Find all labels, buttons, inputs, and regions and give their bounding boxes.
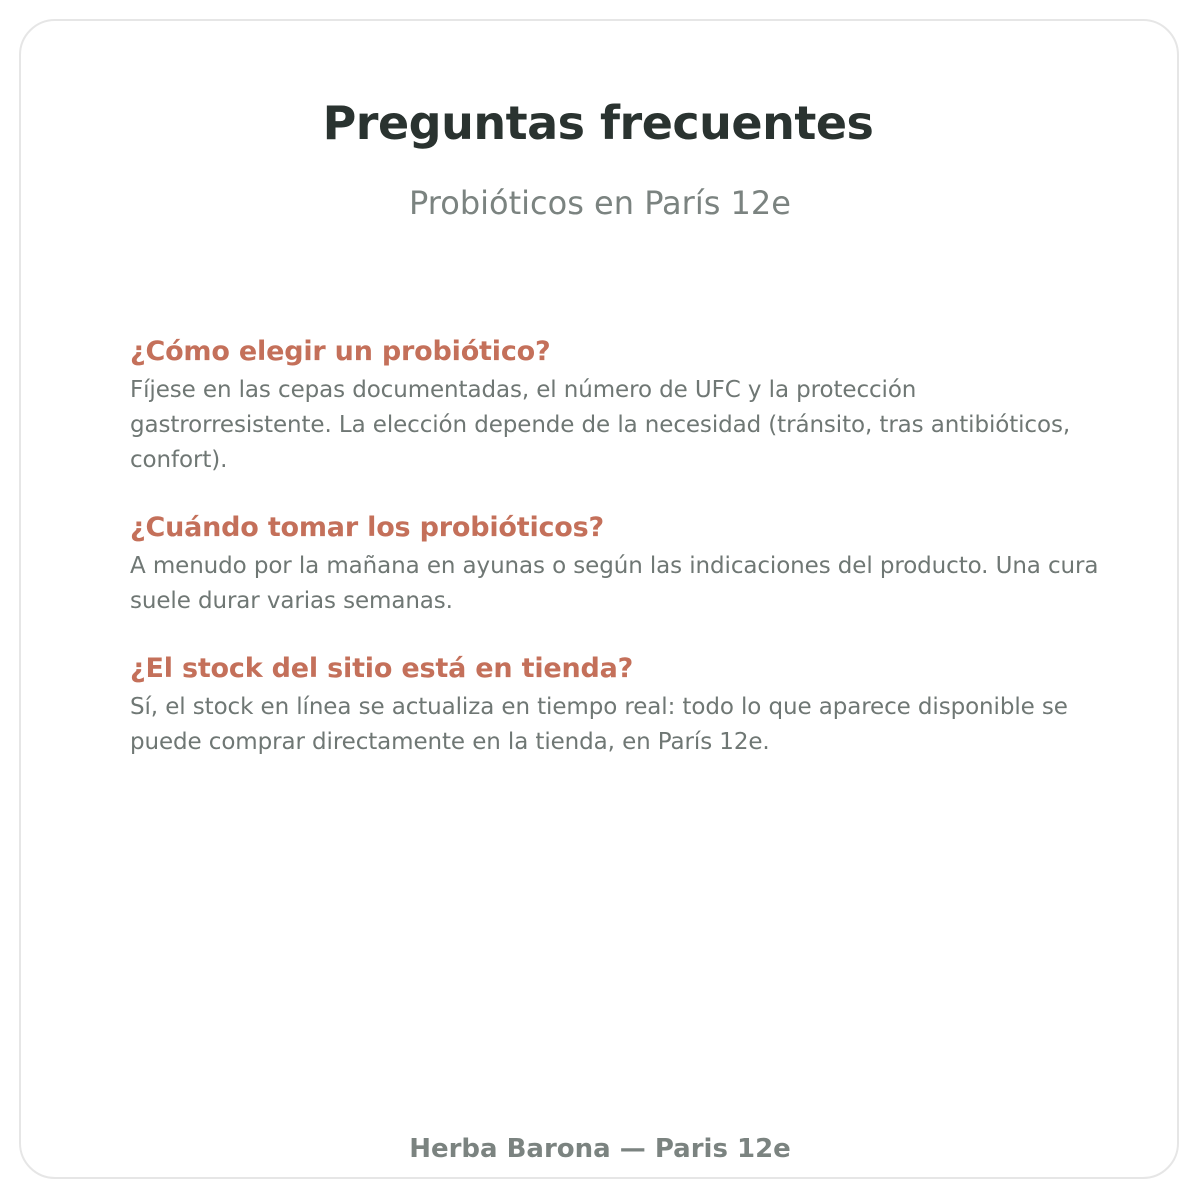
faq-item bbox=[130, 334, 1120, 478]
faq-answer: Sí, el stock en línea se actualiza en tiempo real: todo lo que aparece disponible se puede comprar directamente en la tienda, en París 12e. bbox=[130, 694, 1068, 755]
faq-answer: A menudo por la mañana en ayunas o según las indicaciones del producto. Una cura suele durar varias semanas. bbox=[130, 553, 1099, 614]
faq-item bbox=[130, 651, 1120, 760]
page-subtitle: Probióticos en París 12e bbox=[409, 184, 791, 222]
faq-answer: Fíjese en las cepas documentadas, el número de UFC y la protección gastrorresistente. La elección depende de la necesidad (tránsito, tras antibióticos, confort). bbox=[130, 377, 1071, 473]
page-title: Preguntas frecuentes bbox=[322, 96, 874, 150]
faq-list bbox=[130, 334, 1120, 792]
faq-question: ¿Cómo elegir un probiótico? bbox=[130, 336, 551, 367]
faq-item bbox=[130, 510, 1120, 619]
faq-question: ¿Cuándo tomar los probióticos? bbox=[130, 511, 604, 543]
footer-brand: Herba Barona — Paris 12e bbox=[409, 1134, 791, 1164]
faq-question: ¿El stock del sitio está en tienda? bbox=[130, 652, 634, 684]
